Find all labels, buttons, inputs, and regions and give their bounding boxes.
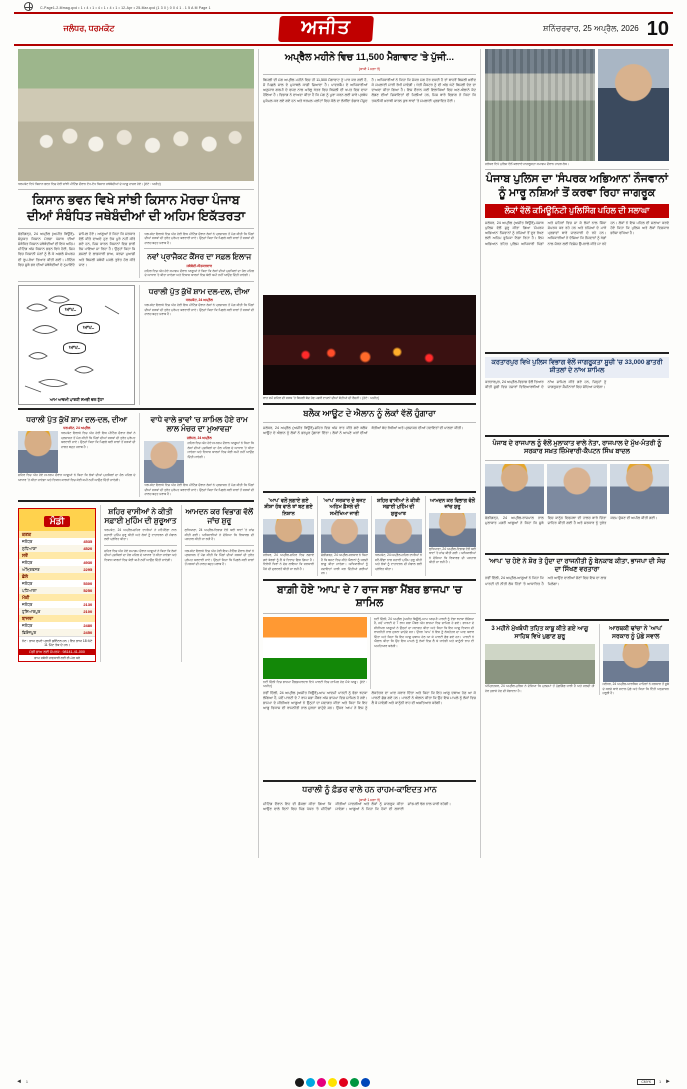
body-blackout: ਜਲੰਧਰ, 24 ਅਪ੍ਰੈਲ (ਅਜੀਤ ਬਿਊਰੋ)-ਸ਼ਹਿਰ ਵਿਚ ਅੱਜ ਰਾਤ ਕੀਤੇ ਗਏ ਬਲੈਕ ਆਊਟ ਦੇ ਐਲਾਨ ਨੂੰ ਲੋਕਾਂ ਨੇ ਭਰਪੂਰ ਹੁੰਗਾਰਾ ਦਿੱਤਾ। ਲੋਕਾਂ ਨੇ ਆਪਣੇ ਘਰਾਂ ਦੀਆਂ ਬੱਤੀਆਂ ਬੰਦ ਰੱਖੀਆਂ ਅਤੇ ਪ੍ਰਸ਼ਾਸਨ ਦੀਆਂ ਹਦਾਇਤਾਂ ਦੀ ਪਾਲਣਾ ਕੀਤੀ।	[263, 425, 464, 436]
photo-leader-6	[603, 644, 669, 682]
print-marks-text: C-Page1-2-Mmag.qxd • 1 • 4 • 1 • 4 • 1 • 4 • 1 • 12-Apr • 25-Mar.qxd (1 3 0 ) 0 0 4 1 . 1 5 A M Page 1	[40, 6, 211, 10]
police-photo-1-wrap	[485, 49, 595, 161]
body-sampark-abhiyan: ਜਲੰਧਰ, 24 ਅਪ੍ਰੈਲ (ਅਜੀਤ ਬਿਊਰੋ)-ਪੰਜਾਬ ਪੁਲਿਸ ਵੱਲੋਂ ਸ਼ੁਰੂ ਕੀਤਾ ਗਿਆ 'ਸੰਪਰਕ ਅਭਿਆਨ' ਨੌਜਵਾਨਾਂ ਨੂੰ ਨਸ਼ਿਆਂ ਤੋਂ ਦੂਰ ਰੱਖਣ ਲਈ ਅਹਿਮ ਭੂਮਿਕਾ ਨਿਭਾ ਰਿਹਾ ਹੈ। ਇਸ ਅਭਿਆਨ ਤਹਿਤ ਪੁਲਿਸ ਅਧਿਕਾਰੀ ਪਿੰਡਾਂ ਅਤੇ ਸ਼ਹਿਰਾਂ ਵਿਚ ਜਾ ਕੇ ਲੋਕਾਂ ਨਾਲ ਸਿੱਧਾ ਸੰਪਰਕ ਕਰ ਰਹੇ ਹਨ ਅਤੇ ਨਸ਼ਿਆਂ ਦੇ ਮਾੜੇ ਪ੍ਰਭਾਵਾਂ ਬਾਰੇ ਜਾਣਕਾਰੀ ਦੇ ਰਹੇ ਹਨ। ਅਧਿਕਾਰੀਆਂ ਨੇ ਦੱਸਿਆ ਕਿ ਨੌਜਵਾਨਾਂ ਨੂੰ ਖੇਡਾਂ ਨਾਲ ਜੋੜਨ ਲਈ ਵਿਸ਼ੇਸ਼ ਉਪਰਾਲੇ ਕੀਤੇ ਜਾ ਰਹੇ ਹਨ। ਲੋਕਾਂ ਨੇ ਇਸ ਪਹਿਲ ਦੀ ਸਲਾਘਾ ਕਰਦੇ ਹੋਏ ਕਿਹਾ ਕਿ ਪੁਲਿਸ ਅਤੇ ਲੋਕਾਂ ਵਿਚਕਾਰ ਭਰੋਸਾ ਵਧਿਆ ਹੈ।	[485, 220, 669, 246]
left-upper-text	[18, 232, 135, 278]
headline-bottom-centre: ਧਰਾਲੀ ਨੂੰ ਫ਼ੰਡਰ ਵਾਲੇ ਹਨ ਰਾਹਮ-ਕਾਇਦਤ ਮਾਨ	[302, 784, 437, 794]
story-left	[18, 413, 135, 497]
headline-sampark-abhiyan: ਪੰਜਾਬ ਪੁਲਿਸ ਦਾ 'ਸੰਪਰਕ ਅਭਿਆਨ' ਨੌਜਵਾਨਾਂ ਨੂੰ ਮਾਰੂ ਨਸ਼ਿਆਂ ਤੋਂ ਕਰਵਾ ਰਿਹਾ ਜਾਗਰੂਕ	[485, 173, 669, 200]
swatch-magenta-icon	[317, 1078, 326, 1087]
headline-power-demand: ਅਪ੍ਰੈਲ ਮਹੀਨੇ ਵਿਚ 11,500 ਮੈਗਾਵਾਟ 'ਤੇ ਪੁੱਜੀ...	[284, 52, 455, 63]
body-aap-rajyasabha-cont: ਨਵੀਂ ਦਿੱਲੀ, 24 ਅਪ੍ਰੈਲ (ਅਜੀਤ ਬਿਊਰੋ)-ਆਮ ਆਦਮੀ ਪਾਰਟੀ ਨੂੰ ਵੱਡਾ ਝਟਕਾ ਲੱਗਿਆ ਹੈ, ਜਦੋਂ ਪਾਰਟੀ ਦੇ 7 ਰਾਜ ਸਭਾ ਮੈਂਬਰ ਅੱਜ ਭਾਜਪਾ ਵਿਚ ਸ਼ਾਮਿਲ ਹੋ ਗਏ। ਭਾਜਪਾ ਦੇ ਸੀਨੀਅਰ ਆਗੂਆਂ ਨੇ ਉਨ੍ਹਾਂ ਦਾ ਸਵਾਗਤ ਕੀਤਾ ਅਤੇ ਕਿਹਾ ਕਿ ਇਹ ਆਗੂ ਵਿਕਾਸ ਦੀ ਰਾਜਨੀਤੀ ਨਾਲ ਜੁੜਨਾ ਚਾਹੁੰਦੇ ਸਨ। ਉਧਰ 'ਆਪ' ਨੇ ਇਸ ਨੂੰ ਲੋਕਤੰਤਰ ਦਾ ਘਾਣ ਕਰਾਰ ਦਿੱਤਾ ਅਤੇ ਕਿਹਾ ਕਿ ਇਹ ਆਗੂ ਦਬਾਅ ਹੇਠ ਆ ਕੇ ਪਾਰਟੀ ਛੱਡ ਗਏ ਹਨ। ਪਾਰਟੀ ਨੇ ਐਲਾਨ ਕੀਤਾ ਕਿ ਉਹ ਇਸ ਮਾਮਲੇ ਨੂੰ ਲੋਕਾਂ ਵਿਚ ਲੈ ਕੇ ਜਾਵੇਗੀ ਅਤੇ ਕਾਨੂੰਨੀ ਰਾਹ ਵੀ ਅਖ਼ਤਿਆਰ ਕਰੇਗੀ।	[263, 690, 476, 711]
mandi-item-name: ਜਲੰਧਰ	[22, 580, 33, 586]
story-2-with-photo	[18, 431, 135, 473]
head-side-2: ਆਮਦਨ ਕਰ ਵਿਭਾਗ ਵੱਲੋਂ ਜਾਂਚ ਸ਼ੁਰੂ	[185, 506, 254, 526]
governor-photo-wrap-2	[547, 464, 606, 514]
mandi-item-value: 2450	[66, 629, 95, 636]
photo-small-3	[375, 519, 422, 553]
kicker-continued: (ਬਾਕੀ 1 ਸਫ਼ਾ ਤੋਂ)	[358, 66, 380, 71]
bottom-right-mark: 1	[659, 1080, 662, 1084]
governor-photo-wrap	[485, 464, 544, 514]
cmyk-label: CMYK	[637, 1079, 655, 1085]
edition-label: ਜਲੰਧਰ, ਧਰਮਕੋਟ	[63, 24, 115, 33]
photo-caption: ਧਰਮਕੋਟ ਵਿਖੇ ਕਿਸਾਨ ਭਵਨ ਵਿਚ ਹੋਈ ਸਾਂਝੀ ਮੀਟਿੰਗ ਦੌਰਾਨ ਵੱਖ-ਵੱਖ ਕਿਸਾਨ ਜਥੇਬੰਦੀਆਂ ਦੇ ਆਗੂ ਹਾਜ਼ਰ ਹੋਏ। (ਫੋਟੋ : ਅਜੀਤ)	[18, 182, 161, 186]
photo-leader-4	[547, 464, 606, 514]
center-column	[259, 49, 481, 858]
photo-caption-night: ਰਾਤ ਸਮੇਂ ਸ਼ਹਿਰ ਦੀ ਸੜਕ 'ਤੇ ਬਿਜਲੀ ਬੰਦ ਹੋਣ ਮਗਰੋਂ ਵਾਹਨਾਂ ਦੀਆਂ ਬੱਤੀਆਂ ਦੀ ਰੌਸ਼ਨੀ। (ਫੋਟੋ : ਅਜੀਤ)	[263, 395, 380, 400]
mandi-category: ਮੱਕੀ	[19, 594, 95, 601]
headline-economy-questions: ਆਰਥਕੀ ਢਾਂਚਾ ਨੇ 'ਆਪ' ਸਰਕਾਰ ਨੂੰ ਪੁੱਛੇ ਸਵਾਲ	[609, 626, 663, 641]
mandi-item-value: 4930	[83, 559, 93, 565]
head-small-2: 'ਆਪ' ਸਰਕਾਰ ਦੇ ਬਜਟ ਅਹਿਮ ਫ਼ੈਸਲੇ ਦੀ ਸਮੀਖਿਆ ਜਾਰੀ	[323, 497, 366, 517]
cartoon-bubble-1: ਆਪ..	[59, 304, 82, 316]
mandi-item-value: 4535	[83, 538, 93, 544]
mandi-note: ਨੋਟ : ਭਾਅ ਰੁਪਏ ਪ੍ਰਤੀ ਕੁਇੰਟਲ ਹਨ। ਇਹ ਭਾਅ 18 ਘੰਟੇ 11 ਮਿੰਟ ਤੱਕ ਦੇ ਹਨ।	[19, 636, 95, 649]
swatch-yellow-icon	[328, 1078, 337, 1087]
right-arrow-icon: ►	[665, 1079, 671, 1085]
mandi-item-value: 4520	[66, 545, 95, 552]
body-story-2: ਧਰਮਕੋਟ ਇਲਾਕੇ ਵਿਚ ਅੱਜ ਹੋਈ ਇਕ ਮੀਟਿੰਗ ਦੌਰਾਨ ਲੋਕਾਂ ਨੇ ਪ੍ਰਸ਼ਾਸਨ ਤੋਂ ਮੰਗ ਕੀਤੀ ਕਿ ਪਿੰਡਾਂ ਦੀਆਂ ਸੜਕਾਂ ਦੀ ਤੁਰੰਤ ਮੁਰੰਮਤ ਕਰਵਾਈ ਜਾਵੇ। ਉਨ੍ਹਾਂ ਕਿਹਾ ਕਿ ਪਿਛਲੇ ਕਈ ਸਾਲਾਂ ਤੋਂ ਸੜਕਾਂ ਦੀ ਹਾਲਤ ਬਹੁਤ ਖ਼ਰਾਬ ਹੈ।	[61, 431, 136, 449]
body-small-1: ਜਲੰਧਰ, 24 ਅਪ੍ਰੈਲ-ਸ਼ਹਿਰ ਵਿਚ ਲਗਾਏ ਗਏ ਬੋਰਡਾਂ ਨੂੰ ਲੈ ਕੇ ਵਿਵਾਦ ਛਿੜ ਗਿਆ ਹੈ। ਵਿਰੋਧੀ ਧਿਰਾਂ ਨੇ ਦੋਸ਼ ਲਾਇਆ ਕਿ ਸਰਕਾਰੀ ਪੈਸੇ ਦੀ ਦੁਰਵਰਤੋਂ ਕੀਤੀ ਜਾ ਰਹੀ ਹੈ।	[263, 553, 314, 571]
body-story-2-cont: ਸ਼ਹਿਰ ਵਿਚ ਅੱਜ ਹੋਏ ਸਮਾਗਮ ਦੌਰਾਨ ਆਗੂਆਂ ਨੇ ਕਿਹਾ ਕਿ ਲੋਕਾਂ ਦੀਆਂ ਮੁਸ਼ਕਿਲਾਂ ਦਾ ਹੱਲ ਪਹਿਲ ਦੇ ਆਧਾਰ 'ਤੇ ਕੀਤਾ ਜਾਵੇਗਾ ਅਤੇ ਵਿਕਾਸ ਕਾਰਜਾਂ ਵਿਚ ਕੋਈ ਕਮੀ ਨਹੀਂ ਆਉਣ ਦਿੱਤੀ ਜਾਵੇਗੀ।	[18, 473, 136, 482]
byline-road-demand: ਧਰਮਕੋਟ, 24 ਅਪ੍ਰੈਲ	[185, 298, 213, 303]
centre-story-text	[370, 617, 474, 689]
cartoon-caption: ਆਮ ਆਦਮੀ ਪਾਰਟੀ ਸਮਝੀ ਦਲ ਟੁੱਟਾ	[49, 396, 104, 402]
governor-block	[485, 464, 669, 514]
head-small-4: ਆਮਦਨ ਕਰ ਵਿਭਾਗ ਵੱਲੋਂ ਜਾਂਚ ਸ਼ੁਰੂ	[429, 497, 476, 511]
mandi-item-value: 2480	[83, 622, 93, 628]
left-upper-block	[18, 232, 254, 278]
mandi-header	[19, 509, 95, 531]
photo-bjp-joining	[263, 617, 367, 679]
police-photos-row	[485, 49, 669, 161]
body-aap-bjp-politics: ਨਵੀਂ ਦਿੱਲੀ, 24 ਅਪ੍ਰੈਲ-ਆਗੂਆਂ ਨੇ ਕਿਹਾ ਕਿ ਪਾਰਟੀ ਦੀ ਨੀਤੀ ਲੋਕ ਹਿੱਤਾਂ 'ਤੇ ਆਧਾਰਿਤ ਹੈ ਅਤੇ ਆਉਣ ਵਾਲੀਆਂ ਚੋਣਾਂ ਵਿਚ ਇਸ ਦਾ ਲਾਭ ਮਿਲੇਗਾ।	[485, 576, 607, 586]
mandi-title: ਮੰਡੀ	[44, 516, 70, 527]
right-bottom-row	[485, 624, 669, 695]
head-story-2: ਧਰਾਲੀ ਪੁੱਤ ਕੁੱਖੋਂ ਸ਼ਾਮ ਦਲ-ਦਲ, ਦੀਆ	[26, 414, 128, 424]
mandi-item-name: ਲੁਧਿਆਣਾ	[19, 545, 66, 552]
masthead-right	[488, 18, 673, 41]
mandi-item-value: 5250	[66, 587, 95, 594]
page-body	[14, 49, 673, 858]
mandi-item-value: 2130	[83, 601, 93, 607]
mandi-category: ਕਣਕ	[19, 531, 95, 538]
headline-blackout: ਬਲੈਕ ਆਊਟ ਦੇ ਐਲਾਨ ਨੂੰ ਲੋਕਾਂ ਵੱਲੋਂ ਹੁੰਗਾਰਾ	[303, 408, 436, 419]
photo-farmers-meeting	[18, 49, 254, 181]
body-story-3-cont: ਧਰਮਕੋਟ ਇਲਾਕੇ ਵਿਚ ਅੱਜ ਹੋਈ ਇਕ ਮੀਟਿੰਗ ਦੌਰਾਨ ਲੋਕਾਂ ਨੇ ਪ੍ਰਸ਼ਾਸਨ ਤੋਂ ਮੰਗ ਕੀਤੀ ਕਿ ਪਿੰਡਾਂ ਦੀਆਂ ਸੜਕਾਂ ਦੀ ਤੁਰੰਤ ਮੁਰੰਮਤ ਕਰਵਾਈ ਜਾਵੇ। ਉਨ੍ਹਾਂ ਕਿਹਾ ਕਿ ਪਿਛਲੇ ਕਈ ਸਾਲਾਂ ਤੋਂ ਸੜਕਾਂ ਦੀ ਹਾਲਤ ਬਹੁਤ ਖ਼ਰਾਬ ਹੈ।	[144, 483, 254, 497]
small-story-2	[317, 496, 368, 576]
body-side-1: ਧਰਮਕੋਟ, 24 ਅਪ੍ਰੈਲ-ਸ਼ਹਿਰ ਵਾਸੀਆਂ ਨੇ ਸਵੈ-ਇੱਛਾ ਨਾਲ ਸਫ਼ਾਈ ਮੁਹਿੰਮ ਸ਼ੁਰੂ ਕੀਤੀ ਅਤੇ ਲੋਕਾਂ ਨੂੰ ਵਾਤਾਵਰਨ ਦੀ ਸੰਭਾਲ ਲਈ ਪ੍ਰੇਰਿਤ ਕੀਤਾ।	[104, 528, 177, 542]
masthead	[14, 12, 673, 46]
masthead-center	[164, 16, 488, 42]
right-bottom-right	[599, 624, 669, 695]
photo-small-1	[263, 519, 314, 553]
mandi-item-name: ਜਲੰਧਰ	[22, 538, 33, 544]
mandi-side-2	[181, 505, 254, 662]
headline-custody-probe: 3 ਮਹੀਨੇ ਮੁੱਖਬੰਧੀ ਤਹਿਤ ਕਾਬੂ ਕੀਤੇ ਗਏ ਆਗੂ ਸਾਹਿਬ ਵਿਖੇ ਪੁਛਾਣ ਸ਼ੁਰੂ	[491, 626, 589, 641]
body-side-2: ਲੁਧਿਆਣਾ, 24 ਅਪ੍ਰੈਲ-ਵਿਭਾਗ ਵੱਲੋਂ ਕਈ ਥਾਵਾਂ 'ਤੇ ਜਾਂਚ ਕੀਤੀ ਗਈ। ਅਧਿਕਾਰੀਆਂ ਨੇ ਦੱਸਿਆ ਕਿ ਰਿਕਾਰਡ ਦੀ ਪੜਤਾਲ ਕੀਤੀ ਜਾ ਰਹੀ ਹੈ।	[184, 528, 254, 542]
mandi-rates-table	[18, 508, 96, 662]
body-small-4: ਲੁਧਿਆਣਾ, 24 ਅਪ੍ਰੈਲ-ਵਿਭਾਗ ਵੱਲੋਂ ਕਈ ਥਾਵਾਂ 'ਤੇ ਜਾਂਚ ਕੀਤੀ ਗਈ। ਅਧਿਕਾਰੀਆਂ ਨੇ ਦੱਸਿਆ ਕਿ ਰਿਕਾਰਡ ਦੀ ਪੜਤਾਲ ਕੀਤੀ ਜਾ ਰਹੀ ਹੈ।	[428, 546, 476, 565]
editorial-cartoon	[18, 285, 135, 405]
body-side-2-cont: ਧਰਮਕੋਟ ਇਲਾਕੇ ਵਿਚ ਅੱਜ ਹੋਈ ਇਕ ਮੀਟਿੰਗ ਦੌਰਾਨ ਲੋਕਾਂ ਨੇ ਪ੍ਰਸ਼ਾਸਨ ਤੋਂ ਮੰਗ ਕੀਤੀ ਕਿ ਪਿੰਡਾਂ ਦੀਆਂ ਸੜਕਾਂ ਦੀ ਤੁਰੰਤ ਮੁਰੰਮਤ ਕਰਵਾਈ ਜਾਵੇ। ਉਨ੍ਹਾਂ ਕਿਹਾ ਕਿ ਪਿਛਲੇ ਕਈ ਸਾਲਾਂ ਤੋਂ ਸੜਕਾਂ ਦੀ ਹਾਲਤ ਬਹੁਤ ਖ਼ਰਾਬ ਹੈ।	[184, 548, 254, 567]
body-custody-probe: ਅੰਮ੍ਰਿਤਸਰ, 24 ਅਪ੍ਰੈਲ-ਪੁਲਿਸ ਨੇ ਦੱਸਿਆ ਕਿ ਮੁਲਜ਼ਮਾਂ ਤੋਂ ਪੁੱਛਗਿੱਛ ਜਾਰੀ ਹੈ ਅਤੇ ਜਲਦੀ ਹੀ ਹੋਰ ਖ਼ੁਲਾਸੇ ਹੋਣ ਦੀ ਸੰਭਾਵਨਾ ਹੈ।	[485, 684, 595, 693]
print-color-bar	[0, 1075, 687, 1089]
mandi-item-name: ਪਟਿਆਲਾ	[19, 587, 66, 594]
color-swatches	[295, 1078, 370, 1087]
mandi-item-name: ਹੁਸ਼ਿਆਰਪੁਰ	[19, 608, 66, 615]
photo-leader-5	[610, 464, 669, 514]
body-bottom-centre: ਮੀਟਿੰਗ ਦੌਰਾਨ ਇਹ ਵੀ ਫ਼ੈਸਲਾ ਕੀਤਾ ਗਿਆ ਕਿ ਆਉਣ ਵਾਲੇ ਦਿਨਾਂ ਵਿਚ ਪਿੰਡ ਪੱਧਰ 'ਤੇ ਮੀਟਿੰਗਾਂ ਕੀਤੀਆਂ ਜਾਣਗੀਆਂ ਅਤੇ ਲੋਕਾਂ ਨੂੰ ਜਾਗਰੂਕ ਕੀਤਾ ਜਾਵੇਗਾ। ਆਗੂਆਂ ਨੇ ਕਿਹਾ ਕਿ ਹੱਕਾਂ ਦੀ ਲੜਾਈ ਸ਼ਾਂਤਮਈ ਢੰਗ ਨਾਲ ਜਾਰੀ ਰਹੇਗੀ।	[263, 801, 451, 811]
page-number: 10	[646, 17, 669, 40]
body-small-2: ਚੰਡੀਗੜ੍ਹ, 24 ਅਪ੍ਰੈਲ-ਸਰਕਾਰ ਨੇ ਕਿਹਾ ਹੈ ਕਿ ਬਜਟ ਵਿਚ ਕੀਤੇ ਐਲਾਨਾਂ ਨੂੰ ਜਲਦੀ ਲਾਗੂ ਕੀਤਾ ਜਾਵੇਗਾ। ਅਧਿਕਾਰੀਆਂ ਨੂੰ ਹਦਾਇਤਾਂ ਜਾਰੀ ਕਰ ਦਿੱਤੀਆਂ ਗਈਆਂ ਹਨ।	[320, 553, 368, 576]
byline-story-3: ਜਲੰਧਰ, 24 ਅਪ੍ਰੈਲ	[186, 436, 212, 441]
headline-aap-bjp-politics: 'ਆਪ' 'ਚ ਹੋਏ ਨੇ ਸ਼ੋਰ ਤੇ ਹੁੰਦਾ ਦਾ ਰਾਜਨੀਤੀ ਨੂੰ ਬੇਨਕਾਬ ਕੀਤਾ, ਭਾਜਪਾ ਦੀ ਸੋਚ ਦਾ ਸਿੱਖਣ ਵਰਤਾਰਾ	[488, 557, 666, 573]
right-column	[481, 49, 673, 858]
headline-aap-rajyasabha: ਬਾਗ਼ੀ ਹੋਏ 'ਆਪ' ਦੇ 7 ਰਾਜ ਸਭਾ ਮੈਂਬਰ ਭਾਜਪਾ 'ਚ ਸ਼ਾਮਿਲ	[277, 583, 462, 609]
mandi-item-value: 5300	[83, 580, 93, 586]
cartoon-bubble-2: ਆਪ..	[77, 322, 100, 334]
head-story-3: ਵਾਧੇ ਵਾਲੇ ਭਾਵਾਂ 'ਚ ਸ਼ਾਮਿਲ ਹੋਏ ਰਾਮ ਲਾਲ ਮੰਚਰ ਦਾ ਮੁਆਵਜ਼ਾ	[150, 414, 248, 434]
mandi-contact-email: ਭਾਅ ਸਬੰਧੀ ਜਾਣਕਾਰੀ ਲਈ ਈ-ਮੇਲ ਕਰੋ	[34, 655, 80, 660]
registration-mark-icon	[24, 2, 33, 11]
mandi-contact: ਮੰਡੀ ਭਾਅ ਲਈ ਸੰਪਰਕ : 98141-41-000	[19, 649, 95, 655]
photo-small-2	[321, 519, 368, 553]
headline-governor-meeting: ਪੰਜਾਬ ਦੇ ਰਾਜਪਾਲ ਨੂੰ ਵੱਲੋਂ ਮੁਲਾਕਾਤ ਵਾਲੇ ਨੇਤਾ, ਰਾਜਪਾਲ ਦੇ ਮੁੱਖ-ਮੰਤਰੀ ਨੂੰ ਸਰਕਾਰ ਸਖ਼ਤ ਜ਼ਿੰਮੇਵਾਰੀ-ਕੈਪਟਨ ਸਿੰਘ ਬਾਦਲ	[492, 439, 662, 456]
cartoon-block	[18, 285, 254, 405]
banner-community-policing: ਲੋਕਾਂ ਵੱਲੋਂ ਕਮਿਊਨਿਟੀ ਪੁਲਿਸਿੰਗ ਪਹਿਲ ਦੀ ਸਲਾਘਾ	[485, 204, 669, 218]
photo-leader-2	[144, 441, 184, 483]
swatch-black-icon	[295, 1078, 304, 1087]
cartoon-side-text	[139, 285, 254, 405]
print-registration-bar	[0, 0, 687, 12]
two-story-block	[18, 413, 254, 497]
side-note: ਧਰਮਕੋਟ ਇਲਾਕੇ ਵਿਚ ਅੱਜ ਹੋਈ ਇਕ ਮੀਟਿੰਗ ਦੌਰਾਨ ਲੋਕਾਂ ਨੇ ਪ੍ਰਸ਼ਾਸਨ ਤੋਂ ਮੰਗ ਕੀਤੀ ਕਿ ਪਿੰਡਾਂ ਦੀਆਂ ਸੜਕਾਂ ਦੀ ਤੁਰੰਤ ਮੁਰੰਮਤ ਕਰਵਾਈ ਜਾਵੇ। ਉਨ੍ਹਾਂ ਕਿਹਾ ਕਿ ਪਿਛਲੇ ਕਈ ਸਾਲਾਂ ਤੋਂ ਸੜਕਾਂ ਦੀ ਹਾਲਤ ਬਹੁਤ ਖ਼ਰਾਬ ਹੈ।	[144, 231, 254, 245]
left-upper-side	[139, 232, 254, 278]
head-small-1: 'ਆਪ' ਵਲੋਂ ਲਗਾਏ ਗਏ ਸ਼ੀਸ਼ਾ ਹੱਥ ਵਾਲੇ ਤਾਂ ਬਣ ਗਏ ਨਿਸ਼ਾਨ	[264, 497, 313, 517]
small-stories-row	[263, 496, 476, 576]
head-small-3: ਸ਼ਹਿਰ ਵਾਸੀਆਂ ਨੇ ਕੀਤੀ ਸਫ਼ਾਈ ਮੁਹਿੰਮ ਦੀ ਸ਼ੁਰੂਆਤ	[377, 497, 420, 517]
small-story-3	[371, 496, 422, 576]
governor-photo-wrap-3	[610, 464, 669, 514]
mandi-item-value: 2295	[66, 566, 95, 573]
kicker-bottom-centre: (ਬਾਕੀ 1 ਸਫ਼ਾ ਤੋਂ)	[358, 797, 380, 802]
head-road-demand: ਧਰਾਲੀ ਪੁੱਤ ਕੁੱਖੋਂ ਸ਼ਾਮ ਦਲ-ਦਲ, ਦੀਆ	[148, 286, 250, 296]
small-story-1	[263, 496, 314, 576]
left-arrow-icon: ◄	[16, 1079, 22, 1085]
mandi-category: ਛੋਲੇ	[19, 573, 95, 580]
mandi-table	[19, 531, 95, 636]
swatch-cyan-icon	[306, 1078, 315, 1087]
story-3-with-photo	[144, 441, 254, 483]
mandi-item-name: ਜਲੰਧਰ	[22, 559, 33, 565]
mandi-wrapper	[18, 505, 96, 662]
headline-farmers: ਕਿਸਾਨ ਭਵਨ ਵਿਖੇ ਸਾਂਝੀ ਕਿਸਾਨ ਮੋਰਚਾ ਪੰਜਾਬ ਦੀਆਂ ਸੰਬੰਧਿਤ ਜਥੇਬੰਦੀਆਂ ਦੀ ਅਹਿਮ ਇਕੱਤਰਤਾ	[26, 193, 246, 223]
story-right	[139, 413, 254, 497]
date-line: ਸ਼ਨਿੱਚਰਵਾਰ, 25 ਅਪ੍ਰੈਲ, 2026	[543, 24, 639, 33]
mandi-item-name: ਜਲੰਧਰ	[22, 622, 33, 628]
subhead-body: ਸ਼ਹਿਰ ਵਿਚ ਅੱਜ ਹੋਏ ਸਮਾਗਮ ਦੌਰਾਨ ਆਗੂਆਂ ਨੇ ਕਿਹਾ ਕਿ ਲੋਕਾਂ ਦੀਆਂ ਮੁਸ਼ਕਿਲਾਂ ਦਾ ਹੱਲ ਪਹਿਲ ਦੇ ਆਧਾਰ 'ਤੇ ਕੀਤਾ ਜਾਵੇਗਾ ਅਤੇ ਵਿਕਾਸ ਕਾਰਜਾਂ ਵਿਚ ਕੋਈ ਕਮੀ ਨਹੀਂ ਆਉਣ ਦਿੱਤੀ ਜਾਵੇਗੀ।	[144, 268, 254, 278]
body-side-1-cont: ਸ਼ਹਿਰ ਵਿਚ ਅੱਜ ਹੋਏ ਸਮਾਗਮ ਦੌਰਾਨ ਆਗੂਆਂ ਨੇ ਕਿਹਾ ਕਿ ਲੋਕਾਂ ਦੀਆਂ ਮੁਸ਼ਕਿਲਾਂ ਦਾ ਹੱਲ ਪਹਿਲ ਦੇ ਆਧਾਰ 'ਤੇ ਕੀਤਾ ਜਾਵੇਗਾ ਅਤੇ ਵਿਕਾਸ ਕਾਰਜਾਂ ਵਿਚ ਕੋਈ ਕਮੀ ਨਹੀਂ ਆਉਣ ਦਿੱਤੀ ਜਾਵੇਗੀ।	[104, 548, 177, 562]
body-road-demand: ਧਰਮਕੋਟ ਇਲਾਕੇ ਵਿਚ ਅੱਜ ਹੋਈ ਇਕ ਮੀਟਿੰਗ ਦੌਰਾਨ ਲੋਕਾਂ ਨੇ ਪ੍ਰਸ਼ਾਸਨ ਤੋਂ ਮੰਗ ਕੀਤੀ ਕਿ ਪਿੰਡਾਂ ਦੀਆਂ ਸੜਕਾਂ ਦੀ ਤੁਰੰਤ ਮੁਰੰਮਤ ਕਰਵਾਈ ਜਾਵੇ। ਉਨ੍ਹਾਂ ਕਿਹਾ ਕਿ ਪਿਛਲੇ ਕਈ ਸਾਲਾਂ ਤੋਂ ਸੜਕਾਂ ਦੀ ਹਾਲਤ ਬਹੁਤ ਖ਼ਰਾਬ ਹੈ।	[144, 303, 254, 317]
body-power-demand: ਬਿਜਲੀ ਦੀ ਮੰਗ ਅਪ੍ਰੈਲ ਮਹੀਨੇ ਵਿਚ ਹੀ 11,500 ਮੈਗਾਵਾਟ ਨੂੰ ਪਾਰ ਕਰ ਗਈ ਹੈ, ਜੋ ਪਿਛਲੇ ਸਾਲ ਦੇ ਮੁਕਾਬਲੇ ਕਾਫ਼ੀ ਜ਼ਿਆਦਾ ਹੈ। ਪਾਵਰਕੌਮ ਦੇ ਅਧਿਕਾਰੀਆਂ ਅਨੁਸਾਰ ਗਰਮੀ ਦੇ ਵਧਣ ਨਾਲ ਘਰੇਲੂ ਖੇਤਰ ਵਿਚ ਬਿਜਲੀ ਦੀ ਖਪਤ ਵਿਚ ਵਾਧਾ ਹੋਇਆ ਹੈ। ਵਿਭਾਗ ਨੇ ਦਾਅਵਾ ਕੀਤਾ ਹੈ ਕਿ ਮੰਗ ਨੂੰ ਪੂਰਾ ਕਰਨ ਲਈ ਸਾਰੇ ਪ੍ਰਬੰਧ ਮੁਕੰਮਲ ਕਰ ਲਏ ਗਏ ਹਨ ਅਤੇ ਥਰਮਲ ਪਲਾਂਟਾਂ ਵਿਚ ਕੋਲੇ ਦਾ ਲੋੜੀਂਦਾ ਭੰਡਾਰ ਮੌਜੂਦ ਹੈ। ਅਧਿਕਾਰੀਆਂ ਨੇ ਕਿਹਾ ਕਿ ਜੇਕਰ ਮੰਗ ਹੋਰ ਵਧਦੀ ਹੈ ਤਾਂ ਬਾਹਰੋਂ ਬਿਜਲੀ ਖ਼ਰੀਦ ਕੇ ਸਪਲਾਈ ਜਾਰੀ ਰੱਖੀ ਜਾਵੇਗੀ। ਖੇਤੀ ਸੈਕਟਰ ਨੂੰ ਵੀ ਅੱਠ ਘੰਟੇ ਬਿਜਲੀ ਦੇਣ ਦਾ ਦਾਅਵਾ ਕੀਤਾ ਗਿਆ ਹੈ। ਇਸ ਦੌਰਾਨ ਕਈ ਇਲਾਕਿਆਂ ਵਿਚ ਅਣ-ਐਲਾਨੇ ਕੱਟ ਲੱਗਣ ਦੀਆਂ ਸ਼ਿਕਾਇਤਾਂ ਵੀ ਮਿਲੀਆਂ ਹਨ, ਜਿਸ ਬਾਰੇ ਵਿਭਾਗ ਨੇ ਕਿਹਾ ਕਿ ਤਕਨੀਕੀ ਖ਼ਰਾਬੀ ਕਾਰਨ ਕੁਝ ਥਾਵਾਂ 'ਤੇ ਸਪਲਾਈ ਪ੍ਰਭਾਵਿਤ ਹੋਈ।	[263, 77, 476, 103]
photo-press-meet	[485, 644, 595, 684]
newspaper-logo: ਅਜੀਤ	[278, 16, 373, 42]
body-economy-questions: ਜਲੰਧਰ, 24 ਅਪ੍ਰੈਲ-ਆਰਥਿਕ ਮਾਹਿਰਾਂ ਨੇ ਸਰਕਾਰ ਤੋਂ ਸੂਬੇ ਦੇ ਕਰਜ਼ੇ ਬਾਰੇ ਸਵਾਲ ਪੁੱਛੇ ਅਤੇ ਕਿਹਾ ਕਿ ਵਿੱਤੀ ਅਨੁਸ਼ਾਸਨ ਜ਼ਰੂਰੀ ਹੈ।	[602, 682, 669, 695]
head-side-1: ਸ਼ਹਿਰ ਵਾਸੀਆਂ ਨੇ ਕੀਤੀ ਸਫ਼ਾਈ ਮੁਹਿੰਮ ਦੀ ਸ਼ੁਰੂਆਤ	[104, 506, 177, 526]
body-small-3: ਧਰਮਕੋਟ, 24 ਅਪ੍ਰੈਲ-ਸ਼ਹਿਰ ਵਾਸੀਆਂ ਨੇ ਸਵੈ-ਇੱਛਾ ਨਾਲ ਸਫ਼ਾਈ ਮੁਹਿੰਮ ਸ਼ੁਰੂ ਕੀਤੀ ਅਤੇ ਲੋਕਾਂ ਨੂੰ ਵਾਤਾਵਰਨ ਦੀ ਸੰਭਾਲ ਲਈ ਪ੍ਰੇਰਿਤ ਕੀਤਾ।	[374, 553, 422, 571]
body-aap-rajyasabha: ਨਵੀਂ ਦਿੱਲੀ, 24 ਅਪ੍ਰੈਲ (ਅਜੀਤ ਬਿਊਰੋ)-ਆਮ ਆਦਮੀ ਪਾਰਟੀ ਨੂੰ ਵੱਡਾ ਝਟਕਾ ਲੱਗਿਆ ਹੈ, ਜਦੋਂ ਪਾਰਟੀ ਦੇ 7 ਰਾਜ ਸਭਾ ਮੈਂਬਰ ਅੱਜ ਭਾਜਪਾ ਵਿਚ ਸ਼ਾਮਿਲ ਹੋ ਗਏ। ਭਾਜਪਾ ਦੇ ਸੀਨੀਅਰ ਆਗੂਆਂ ਨੇ ਉਨ੍ਹਾਂ ਦਾ ਸਵਾਗਤ ਕੀਤਾ ਅਤੇ ਕਿਹਾ ਕਿ ਇਹ ਆਗੂ ਵਿਕਾਸ ਦੀ ਰਾਜਨੀਤੀ ਨਾਲ ਜੁੜਨਾ ਚਾਹੁੰਦੇ ਸਨ। ਉਧਰ 'ਆਪ' ਨੇ ਇਸ ਨੂੰ ਲੋਕਤੰਤਰ ਦਾ ਘਾਣ ਕਰਾਰ ਦਿੱਤਾ ਅਤੇ ਕਿਹਾ ਕਿ ਇਹ ਆਗੂ ਦਬਾਅ ਹੇਠ ਆ ਕੇ ਪਾਰਟੀ ਛੱਡ ਗਏ ਹਨ। ਪਾਰਟੀ ਨੇ ਐਲਾਨ ਕੀਤਾ ਕਿ ਉਹ ਇਸ ਮਾਮਲੇ ਨੂੰ ਲੋਕਾਂ ਵਿਚ ਲੈ ਕੇ ਜਾਵੇਗੀ ਅਤੇ ਕਾਨੂੰਨੀ ਰਾਹ ਵੀ ਅਖ਼ਤਿਆਰ ਕਰੇਗੀ।	[374, 616, 474, 648]
centre-photo-wrap	[263, 617, 367, 689]
body-governor-meeting: ਚੰਡੀਗੜ੍ਹ, 24 ਅਪ੍ਰੈਲ-ਰਾਜਪਾਲ ਨਾਲ ਮੁਲਾਕਾਤ ਮਗਰੋਂ ਆਗੂਆਂ ਨੇ ਕਿਹਾ ਕਿ ਸੂਬੇ ਵਿਚ ਕਾਨੂੰਨ ਵਿਵਸਥਾ ਦੀ ਹਾਲਤ ਬਾਰੇ ਚਿੰਤਾ ਜ਼ਾਹਿਰ ਕੀਤੀ ਗਈ ਹੈ ਅਤੇ ਸਰਕਾਰ ਨੂੰ ਤੁਰੰਤ ਕਦਮ ਚੁੱਕਣ ਦੀ ਅਪੀਲ ਕੀਤੀ ਗਈ।	[485, 515, 658, 525]
police-photo-2-wrap	[598, 49, 669, 161]
centre-story-block	[263, 617, 476, 689]
mandi-item-name: ਅੰਮ੍ਰਿਤਸਰ	[19, 566, 66, 573]
photo-police-officer	[598, 49, 669, 161]
mandi-item-value: 2100	[66, 608, 95, 615]
mandi-block	[18, 505, 254, 662]
mandi-item-name: ਫ਼ਿਰੋਜ਼ਪੁਰ	[19, 629, 66, 636]
photo-caption-joining: ਨਵੀਂ ਦਿੱਲੀ ਵਿਚ ਭਾਜਪਾ ਹੈੱਡਕੁਆਰਟਰ ਵਿਖੇ ਪਾਰਟੀ ਵਿਚ ਸ਼ਾਮਿਲ ਹੋਣ ਮੌਕੇ ਆਗੂ। (ਫੋਟੋ : ਅਜੀਤ)	[263, 679, 367, 689]
banner-kartarpur-list: ਕਰਤਾਰਪੁਰ ਵਿਖੇ ਪੁਲਿਸ ਵਿਭਾਗ ਵੱਲੋਂ ਜਾਗਰੂਕਤਾ ਸੂਚੀ 'ਚ 33,000 ਛਾਤਰੀ ਸ਼ੀਤਲਾਂ ਦੇ ਨਾਂਅ ਸ਼ਾਮਿਲ	[485, 357, 669, 378]
body-kartarpur-list: ਕਰਤਾਰਪੁਰ, 24 ਅਪ੍ਰੈਲ-ਵਿਭਾਗ ਵੱਲੋਂ ਤਿਆਰ ਕੀਤੀ ਸੂਚੀ ਵਿਚ ਹਜ਼ਾਰਾਂ ਵਿਦਿਆਰਥੀਆਂ ਦੇ ਨਾਂਅ ਸ਼ਾਮਿਲ ਕੀਤੇ ਗਏ ਹਨ, ਜਿਨ੍ਹਾਂ ਨੂੰ ਜਾਗਰੂਕਤਾ ਸੈਮੀਨਾਰਾਂ ਵਿਚ ਸੱਦਿਆ ਜਾਵੇਗਾ।	[485, 379, 607, 389]
mandi-category: ਬਾਜਰਾ	[19, 615, 95, 622]
photo-police-seminar	[485, 49, 595, 161]
photo-night-street	[263, 295, 476, 395]
swatch-green-icon	[350, 1078, 359, 1087]
small-story-4	[425, 496, 476, 576]
photo-leader-3	[485, 464, 544, 514]
photo-small-4	[429, 513, 476, 547]
bottom-left-mark: 1	[25, 1080, 28, 1084]
mandi-item-name: ਜਲੰਧਰ	[22, 601, 33, 607]
body-story-3: ਸ਼ਹਿਰ ਵਿਚ ਅੱਜ ਹੋਏ ਸਮਾਗਮ ਦੌਰਾਨ ਆਗੂਆਂ ਨੇ ਕਿਹਾ ਕਿ ਲੋਕਾਂ ਦੀਆਂ ਮੁਸ਼ਕਿਲਾਂ ਦਾ ਹੱਲ ਪਹਿਲ ਦੇ ਆਧਾਰ 'ਤੇ ਕੀਤਾ ਜਾਵੇਗਾ ਅਤੇ ਵਿਕਾਸ ਕਾਰਜਾਂ ਵਿਚ ਕੋਈ ਕਮੀ ਨਹੀਂ ਆਉਣ ਦਿੱਤੀ ਜਾਵੇਗੀ।	[187, 441, 254, 459]
mandi-category: ਸਰੋਂ	[19, 552, 95, 559]
story-body-farmers: ਚੰਡੀਗੜ੍ਹ, 24 ਅਪ੍ਰੈਲ (ਅਜੀਤ ਬਿਊਰੋ)-ਸੰਯੁਕਤ ਕਿਸਾਨ ਮੋਰਚਾ ਪੰਜਾਬ ਦੀਆਂ ਸੰਬੰਧਿਤ ਕਿਸਾਨ ਜਥੇਬੰਦੀਆਂ ਦੀ ਇਕ ਅਹਿਮ ਮੀਟਿੰਗ ਅੱਜ ਕਿਸਾਨ ਭਵਨ ਵਿਖੇ ਹੋਈ, ਜਿਸ ਵਿਚ ਕਿਸਾਨੀ ਮੰਗਾਂ ਨੂੰ ਲੈ ਕੇ ਅਗਲੇ ਸੰਘਰਸ਼ ਦੀ ਰੂਪ-ਰੇਖਾ ਤਿਆਰ ਕੀਤੀ ਗਈ। ਮੀਟਿੰਗ ਵਿਚ ਸੂਬੇ ਭਰ ਦੀਆਂ ਜਥੇਬੰਦੀਆਂ ਦੇ ਨੁਮਾਇੰਦੇ ਸ਼ਾਮਿਲ ਹੋਏ। ਆਗੂਆਂ ਨੇ ਕਿਹਾ ਕਿ ਸਰਕਾਰ ਵੱਲੋਂ ਕੀਤੇ ਵਾਅਦੇ ਹੁਣ ਤੱਕ ਪੂਰੇ ਨਹੀਂ ਕੀਤੇ ਗਏ ਹਨ, ਜਿਸ ਕਾਰਨ ਕਿਸਾਨਾਂ ਵਿਚ ਭਾਰੀ ਰੋਸ ਪਾਇਆ ਜਾ ਰਿਹਾ ਹੈ। ਉਨ੍ਹਾਂ ਕਿਹਾ ਕਿ ਫ਼ਸਲਾਂ ਦੇ ਲਾਭਕਾਰੀ ਭਾਅ, ਕਰਜ਼ਾ ਮੁਆਫ਼ੀ ਅਤੇ ਬਿਜਲੀ ਸਬੰਧੀ ਮਸਲੇ ਤੁਰੰਤ ਹੱਲ ਕੀਤੇ ਜਾਣ।	[18, 231, 136, 267]
swatch-blue-icon	[361, 1078, 370, 1087]
photo-caption-police: ਜਲੰਧਰ ਵਿਖੇ ਪੁਲਿਸ ਵੱਲੋਂ ਕਰਵਾਏ ਜਾਗਰੂਕਤਾ ਸਮਾਗਮ ਦੌਰਾਨ ਹਾਜ਼ਰ ਲੋਕ।	[485, 162, 570, 166]
right-bottom-left	[485, 624, 595, 695]
subhead-cancer-project: ਨਵਾਂ ਪ੍ਰਾਜੈਕਟ ਕੈਂਸਰ ਦਾ ਸਫ਼ਲ ਇਲਾਜ	[147, 252, 252, 262]
left-column	[14, 49, 259, 858]
swatch-red-icon	[339, 1078, 348, 1087]
cartoon-bubble-3: ਆਪ..	[63, 342, 86, 354]
photo-leader-1	[18, 431, 58, 473]
subhead-byline: ਜਥੇਬੰਦੀ-ਐਤਕਰਵਾਰ	[186, 263, 213, 268]
mandi-side-1	[100, 505, 176, 662]
byline-story-2: ਧਰਮਕੋਟ, 24 ਅਪ੍ਰੈਲ	[63, 426, 91, 431]
